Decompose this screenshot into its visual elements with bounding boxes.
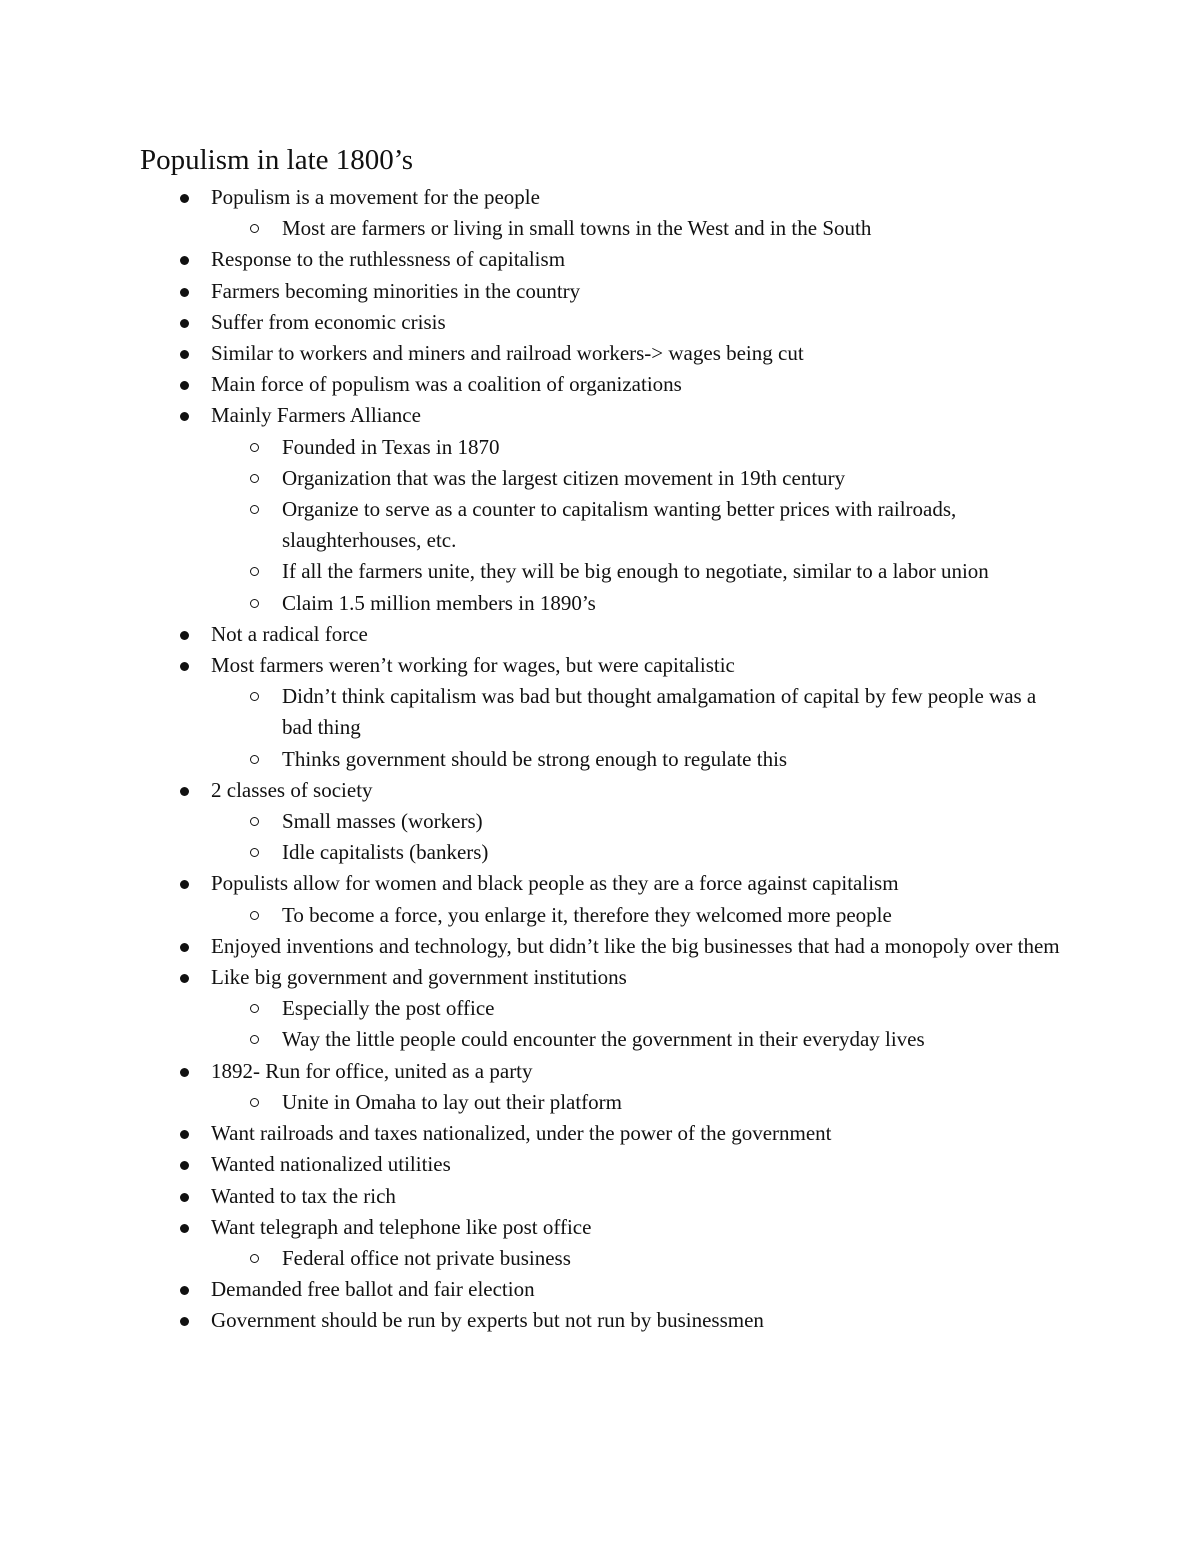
list-item-text: Suffer from economic crisis xyxy=(211,309,446,334)
filled-bullet-icon xyxy=(180,787,189,796)
filled-bullet-icon xyxy=(180,256,189,265)
list-item-text: Want telegraph and telephone like post office xyxy=(211,1214,592,1239)
sub-list-item xyxy=(0,900,1052,931)
list-item-text: Farmers becoming minorities in the country xyxy=(211,278,581,303)
list-item-text: Founded in Texas in 1870 xyxy=(282,434,500,459)
filled-bullet-icon xyxy=(180,662,189,671)
list-item-text: Didn’t think capitalism was bad but thought amalgamation of capital by few people was a bad thing xyxy=(282,684,1037,740)
list-item xyxy=(0,1118,1071,1149)
list-item-text: Claim 1.5 million members in 1890’s xyxy=(282,590,596,615)
sub-list-item xyxy=(0,556,1052,587)
bullet-list xyxy=(0,182,1200,1337)
list-item-text: Way the little people could encounter the government in their everyday lives xyxy=(282,1027,925,1052)
list-item-text: 1892- Run for office, united as a party xyxy=(211,1058,533,1083)
list-item xyxy=(0,276,1071,307)
hollow-bullet-icon xyxy=(250,1254,259,1263)
filled-bullet-icon xyxy=(180,631,189,640)
list-item xyxy=(0,1274,1071,1305)
page-title: Populism in late 1800’s xyxy=(140,144,414,176)
filled-bullet-icon xyxy=(180,943,189,952)
list-item-text: Similar to workers and miners and railroad workers-> wages being cut xyxy=(211,341,804,366)
list-item xyxy=(0,1056,1071,1087)
list-item xyxy=(0,1212,1071,1243)
list-item-text: Main force of populism was a coalition of organizations xyxy=(211,372,682,397)
filled-bullet-icon xyxy=(180,1317,189,1326)
sub-list-item xyxy=(0,1087,1052,1118)
list-item-text: Not a radical force xyxy=(211,621,368,646)
list-item-text: Idle capitalists (bankers) xyxy=(282,840,489,865)
sub-list-item xyxy=(0,432,1052,463)
hollow-bullet-icon xyxy=(250,224,259,233)
list-item xyxy=(0,868,1071,899)
filled-bullet-icon xyxy=(180,319,189,328)
filled-bullet-icon xyxy=(180,412,189,421)
sub-list-item xyxy=(0,837,1052,868)
list-item xyxy=(0,1181,1071,1212)
filled-bullet-icon xyxy=(180,381,189,390)
list-item xyxy=(0,775,1071,806)
list-item-text: To become a force, you enlarge it, therefore they welcomed more people xyxy=(282,902,892,927)
sub-list-item xyxy=(0,1024,1052,1055)
sub-list-item xyxy=(0,806,1052,837)
list-item xyxy=(0,619,1071,650)
filled-bullet-icon xyxy=(180,880,189,889)
filled-bullet-icon xyxy=(180,1130,189,1139)
sub-list-item xyxy=(0,744,1052,775)
sub-list-item xyxy=(0,213,1052,244)
list-item-text: Response to the ruthlessness of capitalism xyxy=(211,247,566,272)
list-item xyxy=(0,244,1071,275)
sub-list-item xyxy=(0,1243,1052,1274)
hollow-bullet-icon xyxy=(250,599,259,608)
list-item-text: 2 classes of society xyxy=(211,777,373,802)
hollow-bullet-icon xyxy=(250,567,259,576)
list-item xyxy=(0,338,1071,369)
list-item-text: Like big government and government institutions xyxy=(211,965,627,990)
list-item xyxy=(0,931,1071,962)
filled-bullet-icon xyxy=(180,350,189,359)
hollow-bullet-icon xyxy=(250,911,259,920)
hollow-bullet-icon xyxy=(250,755,259,764)
list-item-text: Organization that was the largest citizen movement in 19th century xyxy=(282,465,846,490)
filled-bullet-icon xyxy=(180,1224,189,1233)
hollow-bullet-icon xyxy=(250,443,259,452)
list-item-text: Enjoyed inventions and technology, but didn’t like the big businesses that had a monopoly over them xyxy=(211,933,1060,958)
list-item xyxy=(0,400,1071,431)
list-item xyxy=(0,650,1071,681)
list-item-text: Want railroads and taxes nationalized, under the power of the government xyxy=(211,1121,832,1146)
list-item xyxy=(0,1305,1071,1336)
hollow-bullet-icon xyxy=(250,817,259,826)
list-item-text: Populism is a movement for the people xyxy=(211,185,540,209)
list-item-text: Thinks government should be strong enough to regulate this xyxy=(282,746,788,771)
list-item xyxy=(0,307,1071,338)
sub-list-item xyxy=(0,588,1052,619)
hollow-bullet-icon xyxy=(250,1035,259,1044)
list-item-text: Wanted nationalized utilities xyxy=(211,1152,451,1177)
list-item-text: Wanted to tax the rich xyxy=(211,1183,396,1208)
hollow-bullet-icon xyxy=(250,1098,259,1107)
list-item-text: Small masses (workers) xyxy=(282,809,483,834)
sub-list-item xyxy=(0,494,1052,556)
filled-bullet-icon xyxy=(180,974,189,983)
list-item xyxy=(0,182,1071,213)
list-item-text: Demanded free ballot and fair election xyxy=(211,1277,535,1302)
list-item-text: Especially the post office xyxy=(282,996,495,1021)
filled-bullet-icon xyxy=(180,194,189,203)
sub-list-item xyxy=(0,463,1052,494)
filled-bullet-icon xyxy=(180,288,189,297)
hollow-bullet-icon xyxy=(250,848,259,857)
filled-bullet-icon xyxy=(180,1161,189,1170)
filled-bullet-icon xyxy=(180,1193,189,1202)
list-item-text: Populists allow for women and black people as they are a force against capitalism xyxy=(211,871,899,896)
sub-list-item xyxy=(0,993,1052,1024)
hollow-bullet-icon xyxy=(250,505,259,514)
list-item-text: Organize to serve as a counter to capitalism wanting better prices with railroads, slaughterhouses, etc. xyxy=(282,497,957,553)
hollow-bullet-icon xyxy=(250,474,259,483)
list-item xyxy=(0,1149,1071,1180)
list-item-text: Mainly Farmers Alliance xyxy=(211,403,421,428)
filled-bullet-icon xyxy=(180,1286,189,1295)
list-item-text: Most are farmers or living in small towns in the West and in the South xyxy=(282,216,872,241)
list-item-text: Unite in Omaha to lay out their platform xyxy=(282,1089,622,1114)
list-item-text: If all the farmers unite, they will be big enough to negotiate, similar to a labor union xyxy=(282,559,989,584)
hollow-bullet-icon xyxy=(250,692,259,701)
list-item-text: Most farmers weren’t working for wages, but were capitalistic xyxy=(211,653,735,678)
sub-list-item xyxy=(0,681,1052,743)
list-item-text: Federal office not private business xyxy=(282,1245,571,1270)
list-item xyxy=(0,962,1071,993)
list-item xyxy=(0,369,1071,400)
list-item-text: Government should be run by experts but not run by businessmen xyxy=(211,1308,764,1333)
filled-bullet-icon xyxy=(180,1068,189,1077)
hollow-bullet-icon xyxy=(250,1004,259,1013)
